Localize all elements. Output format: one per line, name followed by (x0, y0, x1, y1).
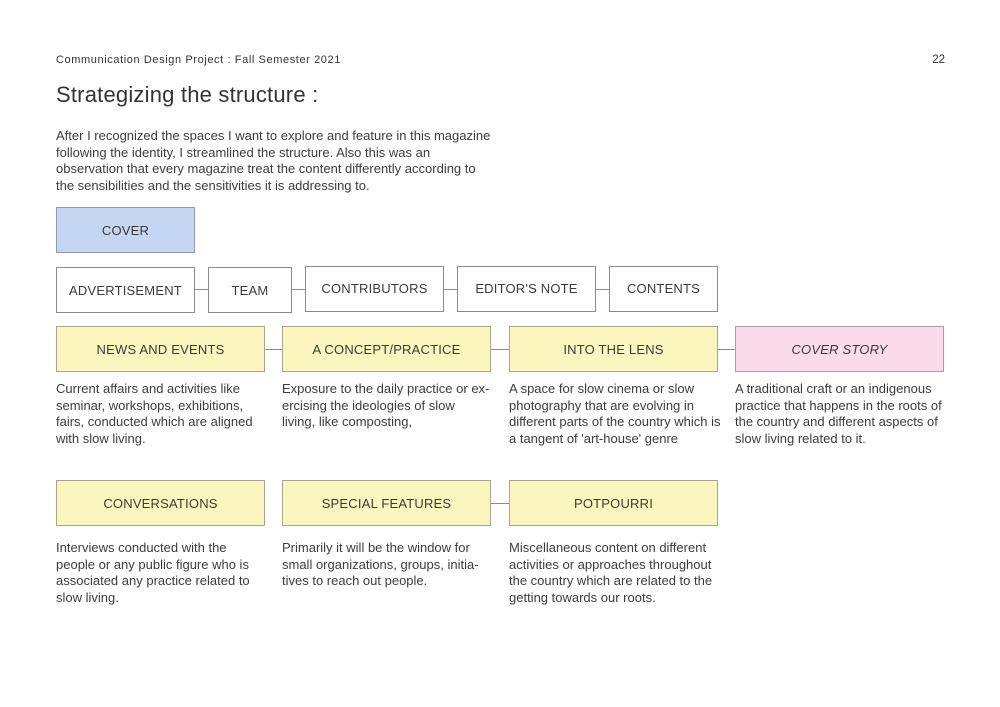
cover-label: COVER (101, 222, 150, 238)
connector-line (491, 503, 509, 504)
contributors-label: CONTRIBUTORS (321, 280, 428, 296)
contributors-box (305, 266, 444, 312)
page-number: 22 (932, 54, 945, 66)
conversations-label: CONVERSATIONS (103, 495, 218, 511)
connector-line (491, 349, 509, 350)
document-header: Communication Design Project : Fall Semester 2021 (56, 54, 341, 66)
conversations-description: Interviews conducted with the people or any public figure who is associated any practice related to slow living. (56, 540, 250, 606)
into-the-lens-description: A space for slow cinema or slow photography that are evolving in different parts of the country which is a tangent of 'art-house' genre (509, 381, 721, 447)
advertisement-label: ADVERTISEMENT (69, 282, 182, 298)
editors-note-label: EDITOR'S NOTE (475, 280, 578, 296)
cover-story-box (735, 326, 944, 372)
connector-line (444, 289, 457, 290)
cover-story-label: COVER STORY (791, 341, 888, 357)
connector-line (265, 349, 282, 350)
concept-practice-description: Exposure to the daily practice or ex-ercising the ideologies of slow living, like composting, (282, 381, 490, 430)
editors-note-box (457, 266, 596, 312)
news-and-events-label: NEWS AND EVENTS (96, 341, 225, 357)
connector-line (718, 349, 735, 350)
special-features-description: Primarily it will be the window for small organizations, groups, initia-tives to reach out people. (282, 540, 479, 589)
potpourri-description: Miscellaneous content on different activities or approaches throughout the country which are related to the getting towards our roots. (509, 540, 713, 606)
contents-label: CONTENTS (626, 280, 701, 296)
concept-practice-label: A CONCEPT/PRACTICE (312, 341, 461, 357)
news-and-events-description: Current affairs and activities like seminar, workshops, exhibitions, fairs, conducted which are aligned with slow living. (56, 381, 253, 447)
conversations-box (56, 480, 265, 526)
page-title: Strategizing the structure : (56, 82, 319, 107)
team-box (208, 267, 292, 313)
potpourri-box (509, 480, 718, 526)
news-and-events-box (56, 326, 265, 372)
special-features-label: SPECIAL FEATURES (321, 495, 452, 511)
connector-line (292, 289, 305, 290)
special-features-box (282, 480, 491, 526)
cover-story-description: A traditional craft or an indigenous practice that happens in the roots of the country and different aspects of slow living related to it. (735, 381, 942, 447)
advertisement-box (56, 267, 195, 313)
into-the-lens-label: INTO THE LENS (563, 341, 664, 357)
connector-line (596, 289, 609, 290)
cover-box (56, 207, 195, 253)
intro-paragraph: After I recognized the spaces I want to explore and feature in this magazine following the identity, I streamlined the structure. Also this was an observation that every magazine treat the content differently according to the sensibilities and the sensitivities it is addressing to. (56, 128, 491, 194)
connector-line (195, 289, 208, 290)
contents-box (609, 266, 718, 312)
potpourri-label: POTPOURRI (573, 495, 654, 511)
into-the-lens-box (509, 326, 718, 372)
team-label: TEAM (231, 282, 269, 298)
concept-practice-box (282, 326, 491, 372)
